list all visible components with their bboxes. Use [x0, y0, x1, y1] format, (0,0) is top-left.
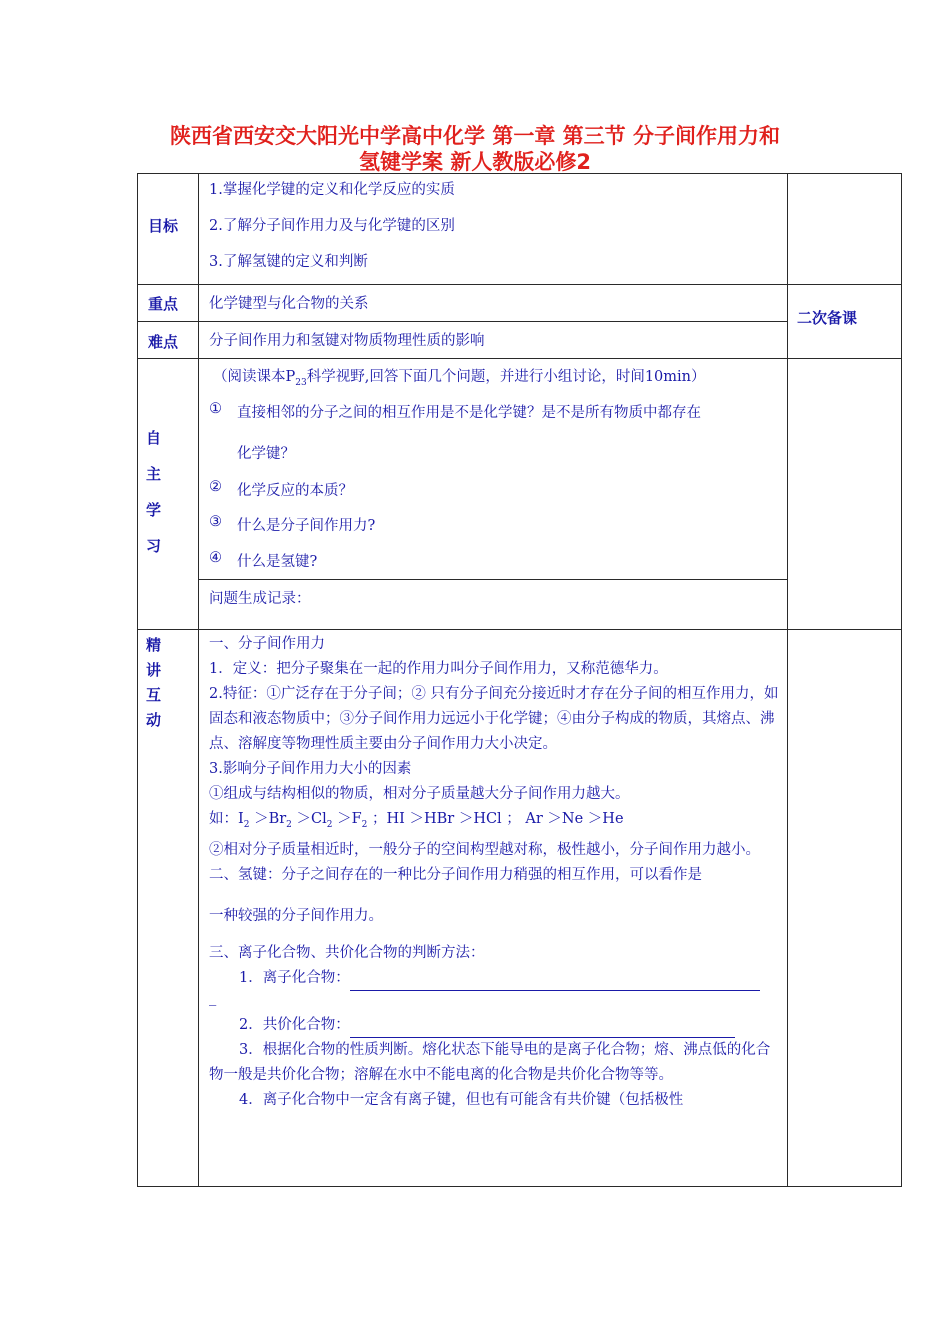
- side-notes-header-cell: [788, 285, 902, 359]
- key-row: [138, 285, 902, 322]
- lecture-label-char-2: 讲: [146, 661, 162, 679]
- factor-1-paragraph: ①组成与结构相似的物质，相对分子质量越大分子间作用力越大。: [209, 786, 630, 802]
- lecture-side-cell: [788, 630, 902, 1187]
- self-study-side-cell: [788, 359, 902, 630]
- question-record-label: 问题生成记录：: [209, 590, 311, 607]
- goal-label-cell: [138, 174, 199, 285]
- question-3-text: 什么是分子间作用力?: [237, 518, 376, 534]
- goal-content-cell: [199, 174, 788, 285]
- goal-side-cell: [788, 174, 902, 285]
- section-2-line-2: 一种较强的分子间作用力。: [209, 907, 383, 924]
- example-line: 如：$I_2 >Br_2 >Cl_2 >F_2$ ；HI ＞HBr ＞HCl ； Ar ＞Ne ＞He: [209, 811, 624, 830]
- goal-row: [138, 174, 902, 285]
- method-4-paragraph: 4．离子化合物中一定含有离子键，但也有可能含有共价键（包括极性: [239, 1091, 684, 1108]
- difficulty-label-cell: [138, 322, 199, 359]
- lecture-content: [199, 630, 787, 1113]
- definition-paragraph: 1．定义：把分子聚集在一起的作用力叫分子间作用力，又称范德华力。: [209, 661, 668, 677]
- goal-item-3: 3.了解氢键的定义和判断: [209, 254, 368, 270]
- question-3-number: ③: [209, 514, 222, 530]
- ionic-compound-line: 1．离子化合物：: [209, 966, 779, 991]
- lecture-row: [138, 630, 902, 1187]
- question-1-number: ①: [209, 401, 222, 417]
- goal-label: 目标: [148, 217, 179, 235]
- features-paragraph: 2.特征：①广泛存在于分子间；② 只有分子间充分接近时才存在分子间的相互作用力，如固态和液态物质中；③分子间作用力远远小于化学键；④由分子构成的物质，其熔点、沸点、溶解度等物理性质主要由分子间作用力大小决定。: [209, 686, 779, 752]
- goal-item-1: 1.掌握化学键的定义和化学反应的实质: [209, 182, 455, 198]
- question-record-row: [138, 579, 902, 629]
- lecture-content-cell: [199, 630, 788, 1187]
- self-study-questions-cell: [199, 359, 788, 580]
- question-4-number: ④: [209, 550, 222, 566]
- difficulty-row: [138, 322, 902, 359]
- section-1-heading: 一、分子间作用力: [209, 636, 325, 652]
- question-1-line-1: 直接相邻的分子之间的相互作用是不是化学键？是不是所有物质中都存在: [237, 405, 701, 421]
- difficulty-content-cell: [199, 322, 788, 359]
- document-title-line-1: 陕西省西安交大阳光中学高中化学 第一章 第三节 分子间作用力和: [170, 124, 780, 148]
- section-3-heading: 三、离子化合物、共价化合物的判断方法：: [209, 944, 485, 961]
- self-study-label-char-3: 学: [146, 501, 162, 519]
- side-notes-label: 二次备课: [797, 309, 858, 327]
- document-title-line-2: 氢键学案 新人教版必修2: [359, 150, 591, 174]
- covalent-compound-line: 2．共价化合物：: [209, 1013, 779, 1038]
- difficulty-text: 分子间作用力和氢键对物质物理性质的影响: [209, 333, 485, 349]
- question-2-text: 化学反应的本质？: [237, 483, 353, 499]
- goal-item-2: 2.了解分子间作用力及与化学键的区别: [209, 218, 455, 234]
- lecture-label-char-4: 动: [146, 711, 162, 729]
- lecture-label-char-1: 精: [146, 636, 162, 654]
- lecture-label-cell: [138, 630, 199, 1187]
- question-1-line-2: 化学键？: [237, 446, 295, 462]
- key-text: 化学键型与化合物的关系: [209, 296, 369, 312]
- key-content-cell: [199, 285, 788, 322]
- lesson-plan-table: [137, 173, 902, 1187]
- section-2-line-1: 二、氢键：分子之间存在的一种比分子间作用力稍强的相互作用，可以看作是: [209, 866, 702, 883]
- ionic-compound-blank[interactable]: [350, 972, 760, 991]
- self-study-row: [138, 359, 902, 580]
- key-label: 重点: [148, 295, 179, 313]
- covalent-compound-blank[interactable]: [350, 1019, 735, 1038]
- factor-2-paragraph: ②相对分子质量相近时，一般分子的空间构型越对称，极性越小，分子间作用力越小。: [209, 841, 760, 858]
- question-record-cell: [199, 579, 788, 629]
- difficulty-label: 难点: [148, 333, 179, 351]
- method-3-paragraph: 3．根据化合物的性质判断。熔化状态下能导电的是离子化合物；熔、沸点低的化合物一般是共价化合物；溶解在水中不能电离的化合物是共价化合物等等。: [209, 1041, 771, 1083]
- self-study-label-char-2: 主: [146, 465, 162, 483]
- question-4-text: 什么是氢键?: [237, 554, 318, 570]
- question-2-number: ②: [209, 479, 222, 495]
- ionic-compound-blank-tail: _: [209, 989, 217, 1006]
- self-study-label-char-4: 习: [146, 537, 162, 555]
- self-study-label-cell: [138, 359, 199, 630]
- self-study-label-char-1: 自: [146, 429, 162, 447]
- key-label-cell: [138, 285, 199, 322]
- factors-heading: 3.影响分子间作用力大小的因素: [209, 761, 412, 777]
- lecture-label-char-3: 互: [146, 686, 162, 704]
- self-study-intro: （阅读课本$P_{23}$科学视野,回答下面几个问题，并进行小组讨论，时间10min）: [213, 369, 706, 388]
